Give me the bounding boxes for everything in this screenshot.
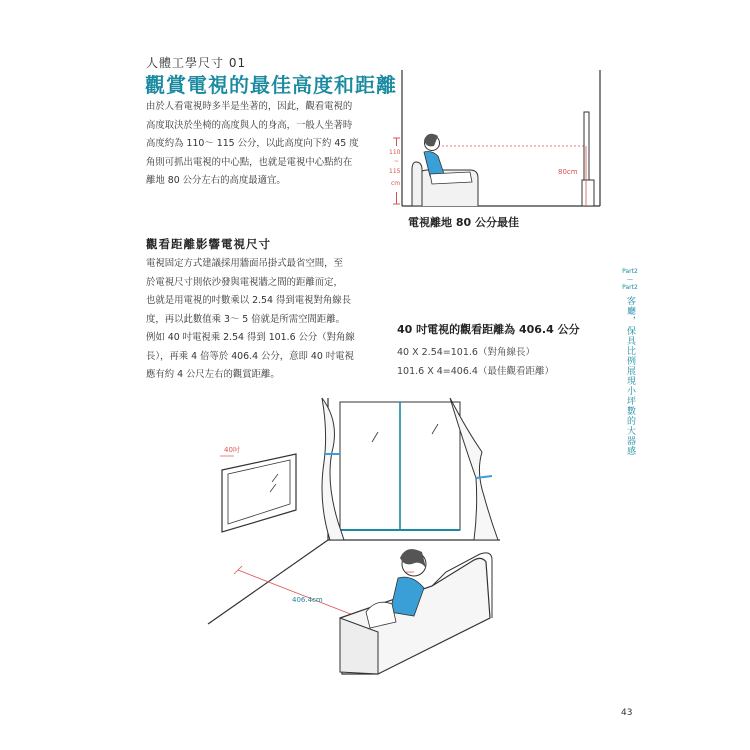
viewing-distance-illustration: [200, 392, 620, 697]
page-number: 43: [621, 708, 633, 718]
viewing-height-illustration: [388, 66, 610, 216]
section-line: 電視固定方式建議採用牆面吊掛式最省空間，至: [146, 258, 343, 269]
calc-title: 40 吋電視的觀看距離為 406.4 公分: [397, 323, 580, 336]
tv-side-view: [584, 112, 589, 180]
calc-line: 40 X 2.54=101.6（對角線長）: [397, 347, 535, 358]
section-paragraph: [146, 255, 386, 385]
curtain-left: [322, 398, 344, 540]
figure1-caption: 電視離地 80 公分最佳: [408, 216, 519, 229]
side-tab: [620, 268, 640, 456]
side-tab-label-top: Part2: [622, 268, 638, 275]
section-heading: 觀看距離影響電視尺寸: [146, 237, 271, 251]
curtain-right: [450, 398, 498, 540]
height-label-tilde: ~: [394, 158, 400, 165]
intro-line: 高度約為 110～ 115 公分，以此高度向下約 45 度: [146, 138, 359, 149]
intro-line: 角則可抓出電視的中心點，也就是電視中心點約在: [146, 156, 353, 168]
section-kicker: 人體工學尺寸 01: [146, 56, 247, 70]
tv-height-label: 80cm: [558, 168, 578, 176]
tv-cabinet: [582, 180, 594, 206]
distance-tick-left: [234, 566, 242, 574]
section-line: 應有約 4 公尺左右的觀賞距離。: [146, 369, 280, 380]
side-tab-text: 客廳，保具比例展現小坪數的大器感: [625, 296, 635, 456]
section-line: 例如 40 吋電視乘 2.54 得到 101.6 公分（對角線: [146, 332, 355, 343]
section-line: 也就是用電視的吋數乘以 2.54 得到電視對角線長: [146, 295, 351, 306]
viewer-legs: [430, 172, 472, 184]
wall-tv: [222, 454, 296, 532]
side-tab-label-bottom: Part2: [622, 284, 638, 291]
calc-block: [397, 343, 554, 381]
calc-line: 101.6 X 4=406.4（最佳觀看距離）: [397, 366, 554, 377]
page-title: 觀賞電視的最佳高度和距離: [145, 73, 397, 97]
section-line: 於電視尺寸則依沙發與電視牆之間的距離而定，: [146, 276, 343, 288]
intro-line: 由於人看電視時多半是坐著的，因此，觀看電視的: [146, 101, 353, 112]
intro-paragraph: [146, 98, 381, 191]
height-label-unit: cm: [391, 180, 401, 187]
side-tab-divider: —: [627, 276, 633, 283]
window-glare: [432, 424, 438, 434]
tv-size-label: 40吋: [224, 446, 240, 454]
height-label-top: 110: [389, 149, 401, 156]
height-label-bottom: 115: [389, 168, 401, 175]
window-glare: [372, 432, 378, 442]
section-line: 度，再以此數值乘 3～ 5 倍就是所需空間距離。: [146, 313, 345, 325]
section-line: 長），再乘 4 倍等於 406.4 公分，意即 40 吋電視: [146, 350, 354, 362]
distance-label: 406.4cm: [292, 596, 323, 604]
sofa-back: [412, 162, 422, 206]
intro-line: 離地 80 公分左右的高度最適宜。: [146, 175, 286, 186]
intro-line: 高度取決於坐椅的高度與人的身高，一般人坐著時: [146, 119, 353, 131]
